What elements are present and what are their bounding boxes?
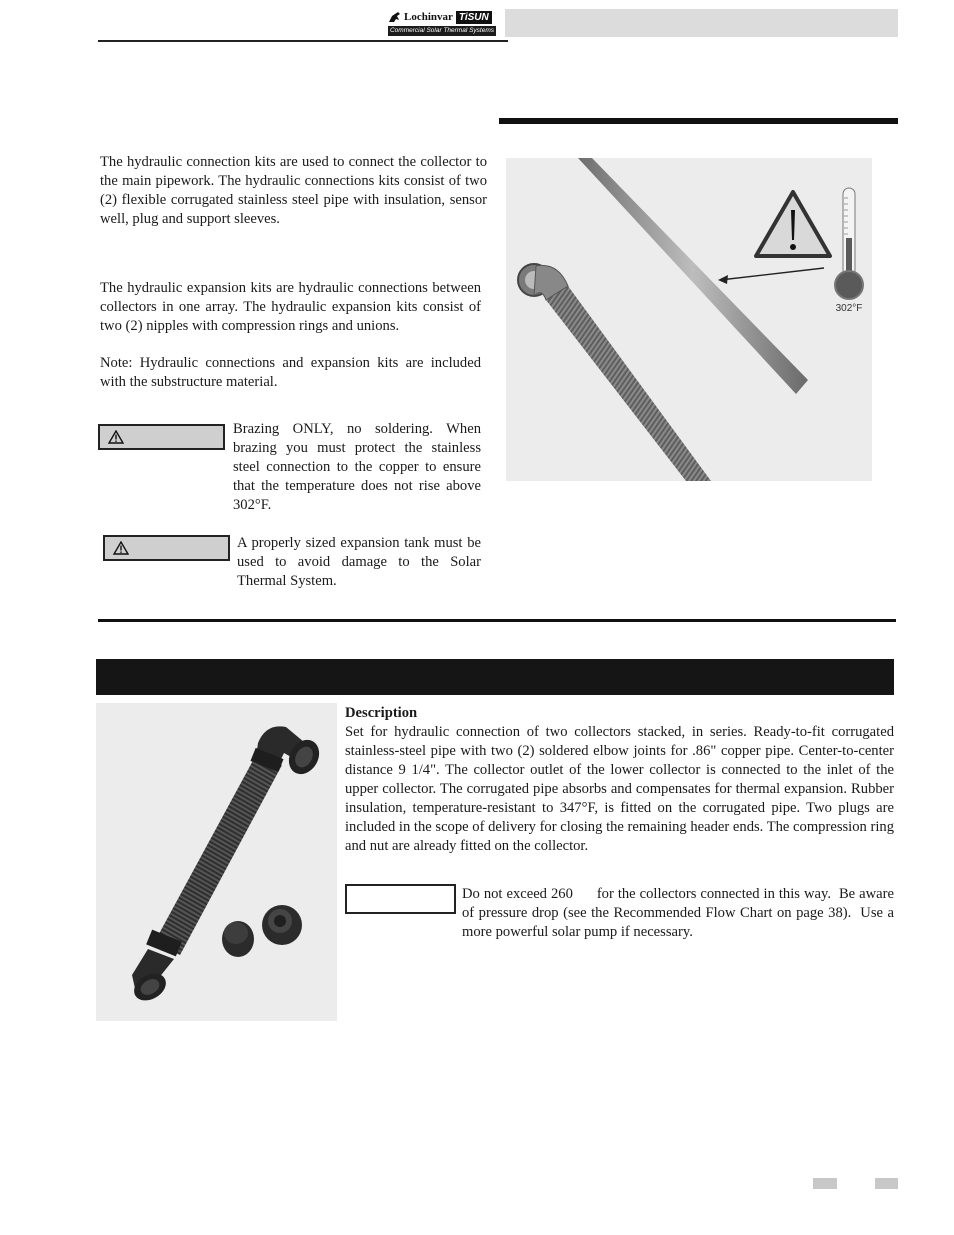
warning-triangle-icon (756, 192, 830, 256)
footer-mark (813, 1178, 837, 1189)
header-gray-bar (505, 9, 898, 37)
connection-kits-paragraph: The hydraulic connection kits are used to connect the collector to the main pipework. The hydraulic connections kits consist of two (2) flexible corrugated stainless steel pipe with insulation, sensor well, plug and support sleeves. (100, 154, 487, 227)
header-rule (98, 40, 508, 42)
section-divider (98, 619, 896, 622)
warning-triangle-icon (113, 541, 129, 555)
section-header-bar (96, 659, 894, 695)
stainless-pipe-figure (506, 158, 872, 481)
plug-icon (262, 905, 302, 945)
brand-tagline: Commercial Solar Thermal Systems (389, 27, 495, 34)
warning-triangle-icon (108, 430, 124, 444)
footer-mark (875, 1178, 898, 1189)
corrugated-pipe-illustration (506, 158, 872, 481)
warning-label-box (98, 424, 225, 450)
connection-kit-illustration (96, 703, 337, 1021)
kits-note-paragraph: Note: Hydraulic connections and expansion kits are included with the substructure material. (100, 355, 481, 390)
expansion-kits-paragraph: The hydraulic expansion kits are hydraulic connections between collectors in one array. The hydraulic expansion kits consist of two (2) nipples with compression rings and unions. (100, 280, 481, 334)
description-heading: Description (345, 705, 418, 721)
plug-icon (222, 921, 254, 957)
warning-expansion-tank-text: A properly sized expansion tank must be used to avoid damage to the Solar Thermal System. (237, 535, 481, 589)
brand-horse-icon (388, 10, 402, 24)
temperature-label: 302°F (835, 303, 863, 314)
connection-kit-figure (96, 703, 337, 1021)
brand-logo (388, 9, 496, 37)
warning-brazing-text: Brazing ONLY, no soldering. When brazing you must protect the stainless steel connection to the copper to ensure that the temperature does not rise above 302°F. (233, 421, 481, 513)
flow-note-text: Do not exceed 260 for the collectors connected in this way. Be aware of pressure drop (see the Recommended Flow Chart on page 38). Use a more powerful solar pump if necessary. (462, 886, 898, 940)
brand-tisun: TiSUN (456, 11, 492, 24)
section-rule-right (499, 118, 898, 124)
warning-label-box (103, 535, 230, 561)
brand-name: Lochinvar (404, 11, 453, 23)
description-body: Set for hydraulic connection of two collectors stacked, in series. Ready-to-fit corrugated stainless-steel pipe with two (2) soldered elbow joints for .86" copper pipe. Center-to-center distance 9 1/4". The collector outlet of the lower collector is connected to the inlet of the upper collector. The corrugated pipe absorbs and compensates for thermal expansion. Rubber insulation, temperature-resistant to 347°F, is fitted on the corrugated pipe. Two plugs are included in the scope of delivery for closing the remaining header ends. The compression ring and nut are already fitted on the collector. (345, 724, 894, 854)
note-label-box (345, 884, 456, 914)
thermometer-icon (835, 188, 863, 299)
